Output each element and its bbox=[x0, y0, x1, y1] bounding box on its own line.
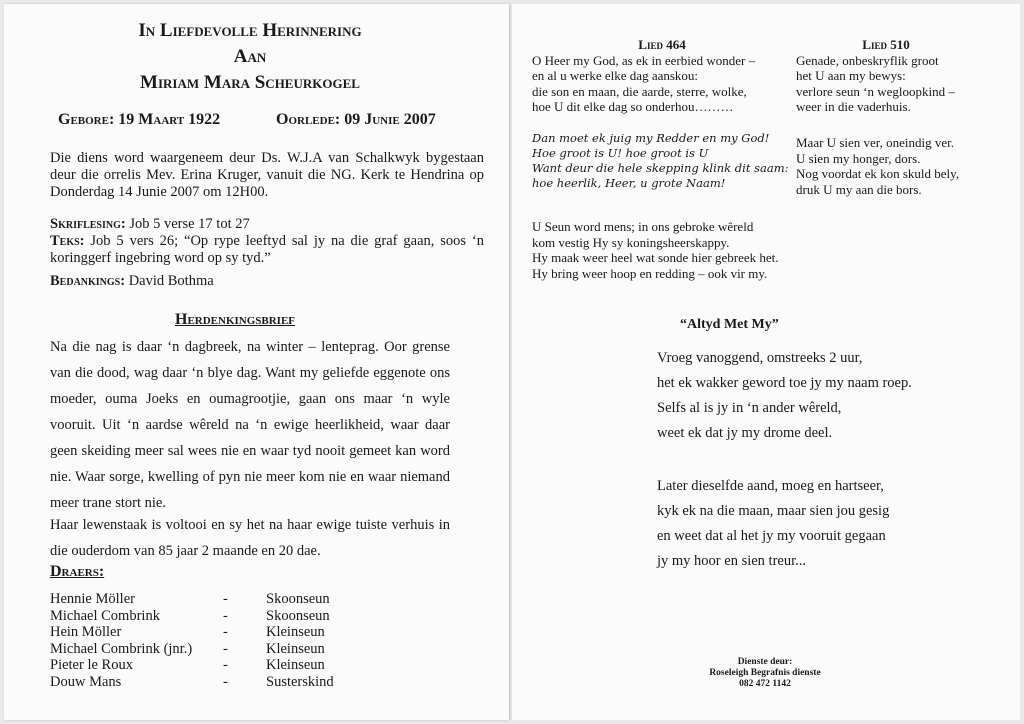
poem-stanza-1 bbox=[657, 346, 912, 446]
hymn-510 bbox=[796, 37, 976, 115]
died-date: Oorlede: 09 Junie 2007 bbox=[276, 111, 436, 128]
poem-stanza-2 bbox=[657, 474, 889, 574]
thanks bbox=[50, 273, 484, 290]
service-details: Die diens word waargeneem deur Ds. W.J.A van Schalkwyk bygestaan deur die orrelis Mev. Erina Kruger, vanuit die NG. Kerk te Hendrina op Donderdag 14 Junie 2007 om 12H00. bbox=[50, 150, 484, 200]
letter-title: Herdenkingsbrief bbox=[175, 311, 296, 328]
bearer-role: Skoonseun bbox=[266, 607, 330, 624]
bearer-role: Susterskind bbox=[266, 673, 334, 690]
chorus-line: hoe heerlik, Heer, u grote Naam! bbox=[532, 176, 726, 190]
bearer-row bbox=[50, 674, 350, 691]
letter-paragraph-1: Na die nag is daar ‘n dagbreek, na winter – lenteprag. Oor grense van die dood, wag daar ‘n blye dag. Want my geliefde eggenote ons moeder, ouma Joeks en oumagrootjie, gaan ons maar ‘n wyle vooruit. Uit ‘n aardse wêreld na ‘n ewige heerlikheid, waar daar geen skeiding meer sal wees nie en waar tyd nooit gemeet kan word nie. Waar sorge, kwelling of pyn nie meer kom nie en waar niemand meer trane stort nie. bbox=[50, 339, 450, 511]
scripture-value: Job 5 verse 17 tot 27 bbox=[129, 216, 250, 232]
hymn-510-verse-2 bbox=[796, 135, 976, 197]
text-value: Job 5 vers 26; “Op rype leeftyd sal jy na die graf gaan, soos ‘n koringgerf ingebring word op sy tyd.” bbox=[50, 233, 485, 266]
hymn-line: Genade, onbeskryflik groot bbox=[796, 52, 939, 68]
hymn-line: en al u werke elke dag aanskou: bbox=[532, 68, 699, 83]
bearer-dash: - bbox=[223, 640, 228, 657]
funeral-services-footer bbox=[690, 657, 840, 690]
bearers-title: Draers: bbox=[50, 563, 105, 580]
bearer-dash: - bbox=[223, 591, 228, 607]
bearer-name: Hein Möller bbox=[50, 624, 122, 640]
poem-line: Selfs al is jy in ‘n ander wêreld, bbox=[657, 400, 842, 416]
bearer-row bbox=[50, 624, 350, 641]
hymn-line: het U aan my bewys: bbox=[796, 68, 906, 83]
bearer-dash: - bbox=[223, 657, 228, 673]
chorus-line: Hoe groot is U! hoe groot is U bbox=[532, 146, 709, 160]
bearer-role: Kleinseun bbox=[266, 640, 325, 657]
scripture-label: Skriflesing: bbox=[50, 216, 126, 232]
hymn-line: kom vestig Hy sy koningsheerskappy. bbox=[532, 234, 730, 250]
bearer-row bbox=[50, 641, 350, 658]
bearer-row bbox=[50, 608, 350, 625]
hymn-line: U Seun word mens; in ons gebroke wêreld bbox=[532, 219, 754, 234]
letter-paragraph-2: Haar lewenstaak is voltooi en sy het na haar ewige tuiste verhuis in die ouderdom van 85 jaar 2 maande en 20 dae. bbox=[50, 517, 450, 559]
hymn-line: Hy bring weer hoop en redding – ook vir my. bbox=[532, 265, 768, 281]
hymn-464 bbox=[532, 37, 792, 115]
text-label: Teks: bbox=[50, 233, 85, 249]
scripture-reading bbox=[50, 216, 484, 233]
bearer-row bbox=[50, 591, 350, 608]
hymn-464-verse-2 bbox=[532, 219, 802, 281]
hymn-464-chorus bbox=[532, 131, 792, 191]
bearer-role: Kleinseun bbox=[266, 624, 325, 640]
bearer-dash: - bbox=[223, 607, 228, 624]
hymn-line: hoe U dit elke dag so onderhou……… bbox=[532, 99, 734, 114]
hymn-line: druk U my aan die bors. bbox=[796, 181, 922, 197]
poem-line: jy my hoor en sien treur... bbox=[657, 553, 807, 569]
poem-line: weet ek dat jy my drome deel. bbox=[657, 425, 833, 441]
chorus-line: Dan moet ek juig my Redder en my God! bbox=[532, 131, 770, 145]
hymn-line: Nog voordat ek kon skuld bely, bbox=[796, 166, 960, 181]
sermon-text bbox=[50, 233, 484, 267]
poem-line: Vroeg vanoggend, omstreeks 2 uur, bbox=[657, 350, 863, 366]
poem-title: “Altyd Met My” bbox=[680, 317, 779, 332]
hymn-464-title: Lied 464 bbox=[638, 37, 686, 52]
bearer-row bbox=[50, 657, 350, 674]
bearer-role: Skoonseun bbox=[266, 591, 330, 607]
footer-line: Roseleigh Begrafnis dienste bbox=[709, 668, 821, 678]
bearer-name: Pieter le Roux bbox=[50, 657, 133, 673]
chorus-line: Want deur die hele skepping klink dit saam: bbox=[532, 161, 789, 175]
hymn-line: die son en maan, die aarde, sterre, wolke, bbox=[532, 83, 747, 99]
hymn-line: O Heer my God, as ek in eerbied wonder – bbox=[532, 52, 756, 68]
poem-line: het ek wakker geword toe jy my naam roep. bbox=[657, 375, 912, 391]
thanks-value: David Bothma bbox=[128, 273, 214, 289]
poem-line: Later dieselfde aand, moeg en hartseer, bbox=[657, 478, 884, 494]
bearer-name: Michael Combrink bbox=[50, 607, 160, 624]
bearers-list bbox=[50, 591, 350, 690]
title-line-2: Aan bbox=[233, 46, 267, 67]
footer-line: Dienste deur: bbox=[737, 657, 793, 667]
deceased-name: Miriam Mara Scheurkogel bbox=[140, 72, 360, 93]
footer-line: 082 472 1142 bbox=[739, 679, 791, 689]
hymn-510-title: Lied 510 bbox=[862, 37, 910, 52]
hymn-line: Hy maak weer heel wat sonde hier gebreek het. bbox=[532, 250, 779, 265]
hymn-line: verlore seun ‘n wegloopkind – bbox=[796, 83, 955, 99]
hymn-line: U sien my honger, dors. bbox=[796, 150, 921, 166]
bearer-dash: - bbox=[223, 673, 228, 690]
thanks-label: Bedankings: bbox=[50, 273, 126, 289]
born-date: Gebore: 19 Maart 1922 bbox=[58, 111, 221, 128]
bearer-name: Hennie Möller bbox=[50, 591, 135, 607]
bearer-name: Michael Combrink (jnr.) bbox=[50, 640, 193, 657]
hymn-line: Maar U sien ver, oneindig ver. bbox=[796, 135, 954, 150]
hymn-line: weer in die vaderhuis. bbox=[796, 99, 911, 114]
bearer-role: Kleinseun bbox=[266, 657, 325, 673]
title-line-1: In Liefdevolle Herinnering bbox=[138, 20, 362, 41]
bearer-dash: - bbox=[223, 624, 228, 640]
bearer-name: Douw Mans bbox=[50, 673, 122, 690]
poem-line: en weet dat al het jy my vooruit gegaan bbox=[657, 528, 886, 544]
poem-line: kyk ek na die maan, maar sien jou gesig bbox=[657, 503, 890, 519]
